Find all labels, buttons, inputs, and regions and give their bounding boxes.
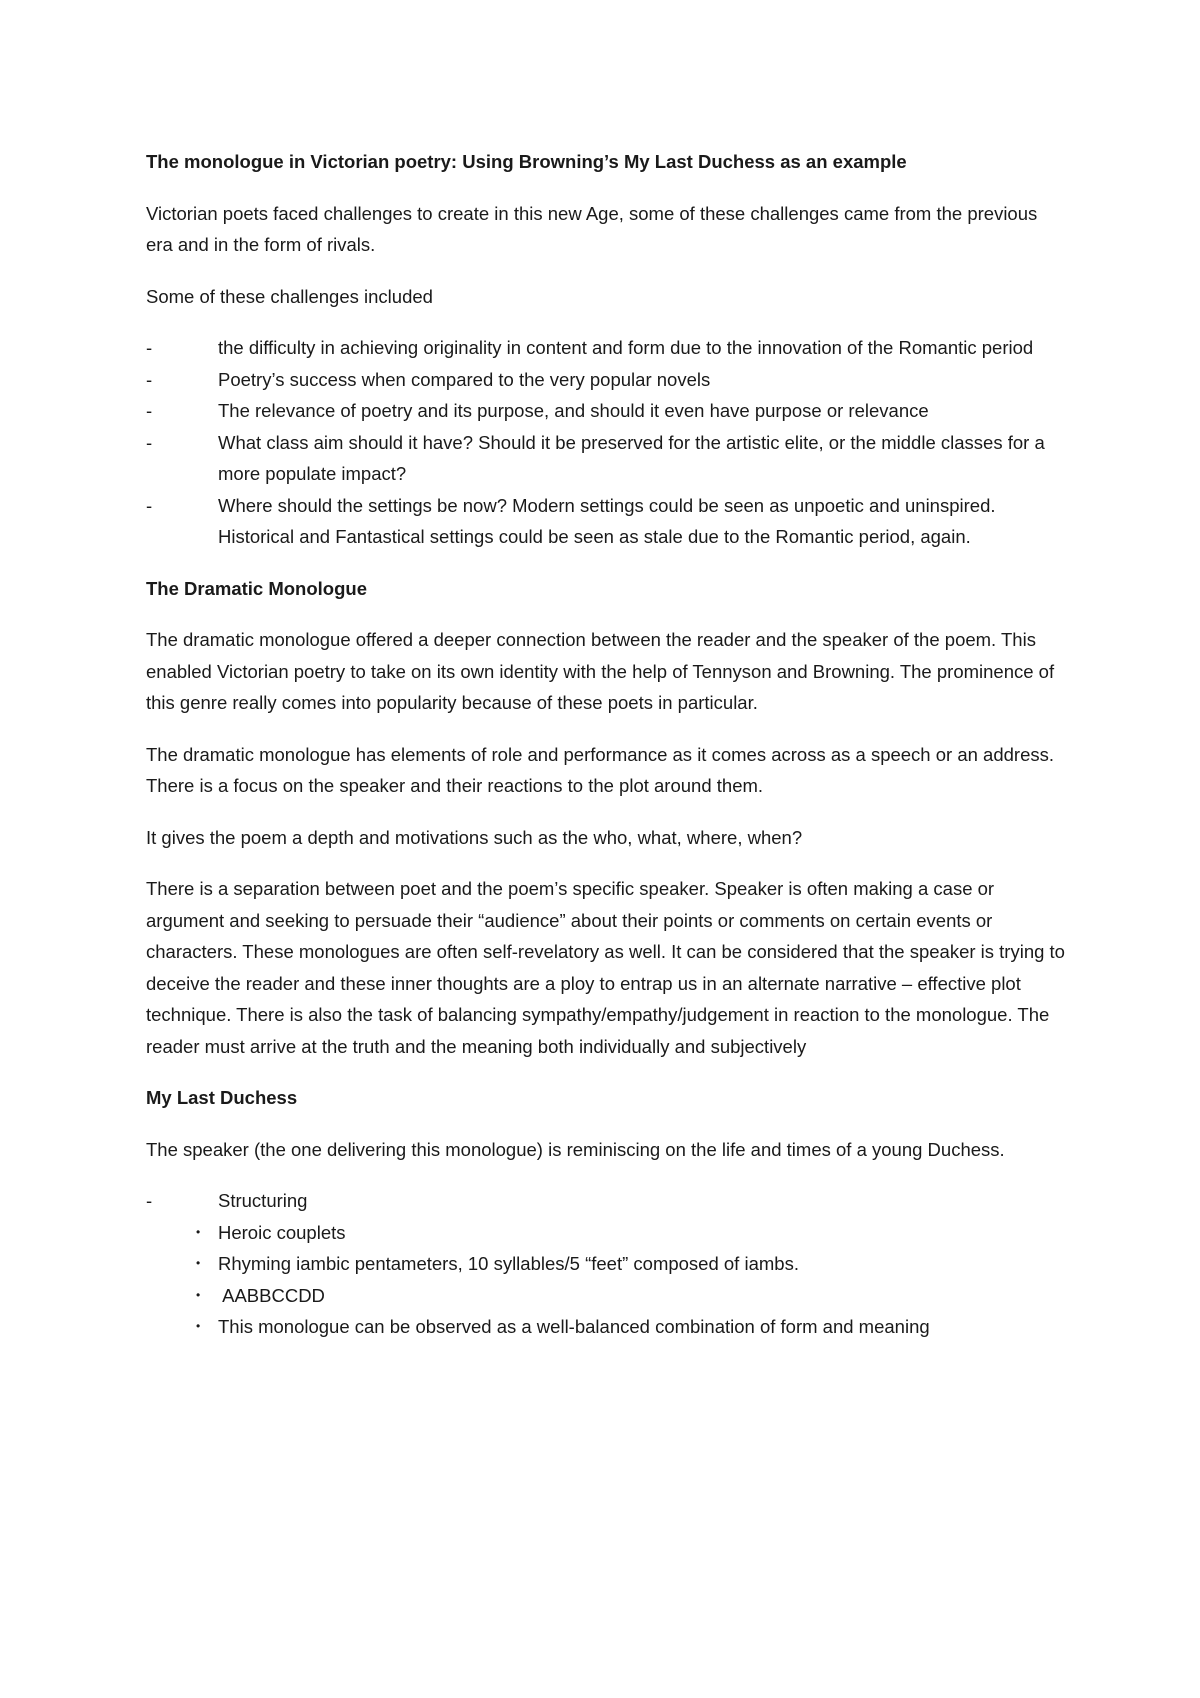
list-item-text: What class aim should it have? Should it be preserved for the artistic elite, or the middle classes for a more populate impact? [218, 431, 1045, 484]
paragraph: The dramatic monologue has elements of role and performance as it comes across as a speech or an address. There is a focus on the speaker and their reactions to the plot around them. [146, 743, 1054, 796]
list-item [146, 1280, 1066, 1312]
list-item [146, 395, 1066, 427]
list-item-text: AABBCCDD [218, 1284, 325, 1306]
dash-marker: - [146, 431, 153, 453]
section-heading-dramatic-monologue: The Dramatic Monologue [146, 577, 367, 599]
dash-marker: - [146, 337, 153, 358]
list-item [146, 1248, 1066, 1280]
list-item-text: the difficulty in achieving originality in content and form due to the innovation of the Romantic period [218, 337, 1034, 358]
paragraph: The speaker (the one delivering this monologue) is reminiscing on the life and times of a young Duchess. [146, 1138, 1005, 1160]
structuring-label: Structuring [218, 1190, 308, 1211]
challenges-list [146, 332, 1066, 553]
list-item [146, 427, 1066, 490]
list-item [146, 1311, 1066, 1343]
bullet-icon: • [196, 1224, 201, 1239]
list-item-text: Heroic couplets [218, 1221, 346, 1243]
list-item [146, 332, 1066, 364]
list-item-text: Poetry’s success when compared to the very popular novels [218, 368, 711, 390]
list-item [146, 490, 1066, 553]
list-item-text: Rhyming iambic pentameters, 10 syllables/5 “feet” composed of iambs. [218, 1253, 799, 1274]
list-item [146, 1185, 1066, 1343]
paragraph: There is a separation between poet and the poem’s specific speaker. Speaker is often making a case or argument and seeking to persuade their “audience” about their points or comments on certain events or characters. These monologues are often self-revelatory as well. It can be considered that the speaker is trying to deceive the reader and these inner thoughts are a ploy to entrap us in an alternate narrative – effective plot technique. There is also the task of balancing sympathy/empathy/judgement in reaction to the monologue. The reader must arrive at the truth and the meaning both individually and subjectively [146, 878, 1065, 1057]
challenges-lead: Some of these challenges included [146, 285, 433, 307]
list-item [146, 1217, 1066, 1249]
dash-marker: - [146, 494, 153, 516]
paragraph: The dramatic monologue offered a deeper connection between the reader and the speaker of the poem. This enabled Victorian poetry to take on its own identity with the help of Tennyson and Browning. The prominence of this genre really comes into popularity because of these poets in particular. [146, 629, 1055, 713]
bullet-icon: • [196, 1287, 201, 1302]
paragraph: It gives the poem a depth and motivations such as the who, what, where, when? [146, 826, 803, 848]
list-item-text: This monologue can be observed as a well-balanced combination of form and meaning [218, 1316, 930, 1337]
bullet-icon: • [196, 1319, 201, 1333]
list-item [146, 364, 1066, 396]
section-heading-my-last-duchess: My Last Duchess [146, 1087, 298, 1108]
list-item-text: The relevance of poetry and its purpose, and should it even have purpose or relevance [218, 400, 929, 421]
intro-paragraph: Victorian poets faced challenges to create in this new Age, some of these challenges came from the previous era and in the form of rivals. [146, 202, 1038, 255]
bullet-icon: • [196, 1256, 201, 1270]
document-body [146, 146, 1066, 1363]
list-item-text: Where should the settings be now? Modern settings could be seen as unpoetic and uninspired. Historical and Fantastical settings could be seen as stale due to the Romantic period, again. [218, 494, 996, 547]
dash-marker: - [146, 368, 153, 390]
dash-marker: - [146, 1190, 153, 1211]
document-title: The monologue in Victorian poetry: Using Browning’s My Last Duchess as an example [146, 151, 907, 172]
structuring-list [146, 1185, 1066, 1343]
structuring-sublist [146, 1217, 1066, 1343]
dash-marker: - [146, 400, 153, 421]
